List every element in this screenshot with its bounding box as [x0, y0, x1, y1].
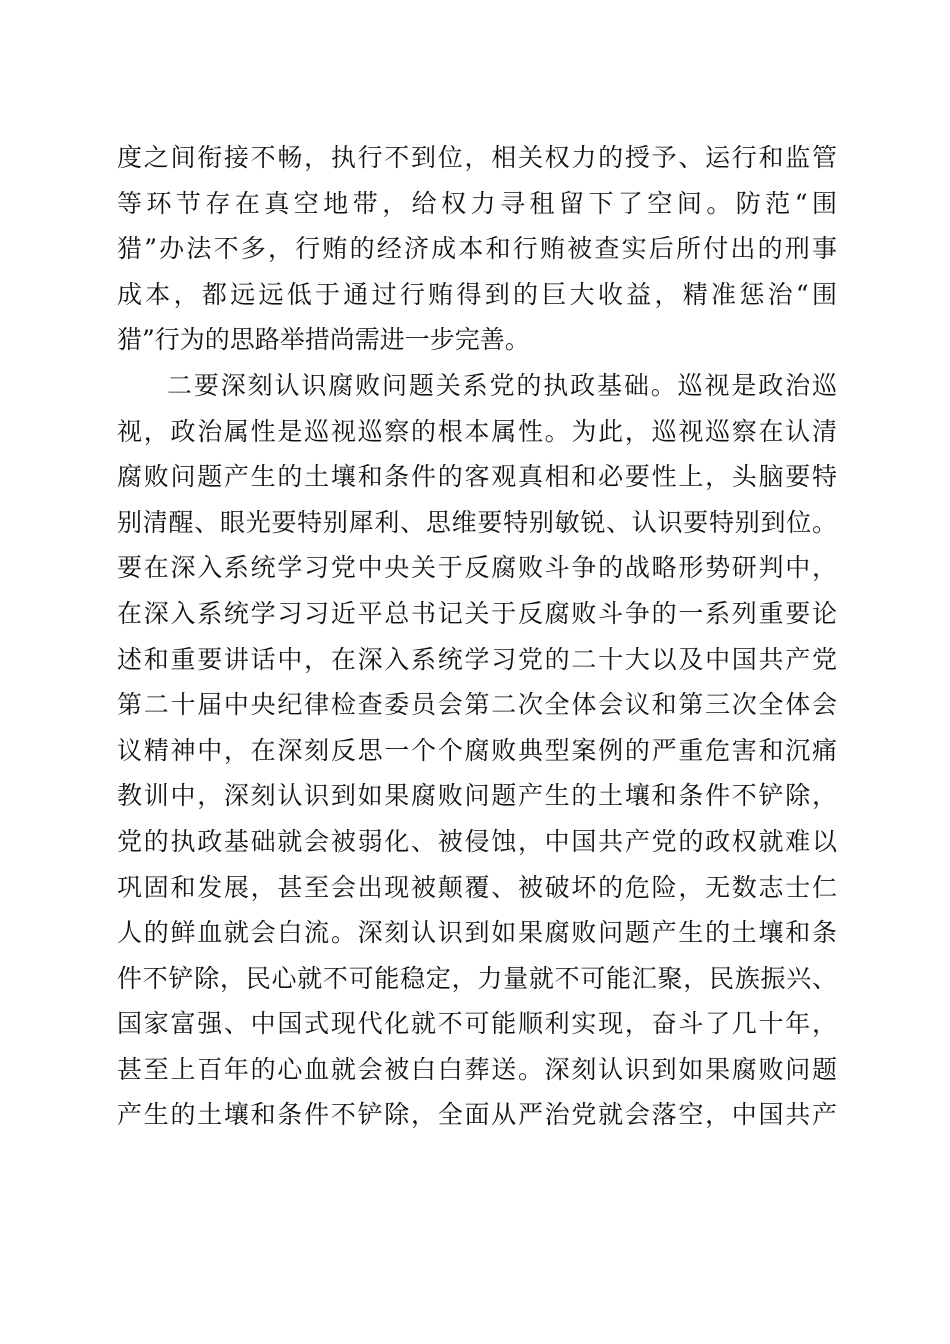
paragraph-1 — [117, 135, 837, 363]
text-line: 第二十届中央纪律检查委员会第二次全体会议和第三次全体会 — [117, 690, 837, 720]
text-line: 在深入系统学习习近平总书记关于反腐败斗争的一系列重要论 — [117, 598, 837, 628]
text-line: 产生的土壤和条件不铲除，全面从严治党就会落空，中国共产 — [117, 1100, 837, 1130]
text-line: 教训中，深刻认识到如果腐败问题产生的土壤和条件不铲除， — [117, 781, 837, 811]
text-line: 视，政治属性是巡视巡察的根本属性。为此，巡视巡察在认清 — [117, 416, 837, 446]
text-line: 要在深入系统学习党中央关于反腐败斗争的战略形势研判中， — [117, 553, 837, 583]
text-line: 等环节存在真空地带，给权力寻租留下了空间。防范“围 — [117, 188, 837, 218]
text-line: 党的执政基础就会被弱化、被侵蚀，中国共产党的政权就难以 — [117, 826, 837, 856]
text-line: 巩固和发展，甚至会出现被颠覆、被破坏的危险，无数志士仁 — [117, 872, 837, 902]
text-line: 腐败问题产生的土壤和条件的客观真相和必要性上，头脑要特 — [117, 462, 837, 492]
text-line: 件不铲除，民心就不可能稳定，力量就不可能汇聚，民族振兴、 — [117, 963, 837, 993]
text-line: 猎”办法不多，行贿的经济成本和行贿被查实后所付出的刑事 — [117, 234, 837, 264]
text-line: 议精神中，在深刻反思一个个腐败典型案例的严重危害和沉痛 — [117, 735, 837, 765]
text-line: 成本，都远远低于通过行贿得到的巨大收益，精准惩治“围 — [117, 279, 837, 309]
text-line: 述和重要讲话中，在深入系统学习党的二十大以及中国共产党 — [117, 644, 837, 674]
text-line: 猎”行为的思路举措尚需进一步完善。 — [117, 325, 530, 355]
text-line: 度之间衔接不畅，执行不到位，相关权力的授予、运行和监管 — [117, 143, 837, 172]
paragraph-2 — [117, 363, 837, 1138]
text-line: 国家富强、中国式现代化就不可能顺利实现，奋斗了几十年， — [117, 1009, 837, 1039]
text-line-indented: 二要深刻认识腐败问题关系党的执政基础。巡视是政治巡 — [167, 370, 837, 400]
text-line: 人的鲜血就会白流。深刻认识到如果腐败问题产生的土壤和条 — [117, 918, 837, 948]
text-line: 甚至上百年的心血就会被白白葬送。深刻认识到如果腐败问题 — [117, 1054, 837, 1084]
body-text — [117, 135, 837, 1138]
text-line: 别清醒、眼光要特别犀利、思维要特别敏锐、认识要特别到位。 — [117, 507, 837, 537]
